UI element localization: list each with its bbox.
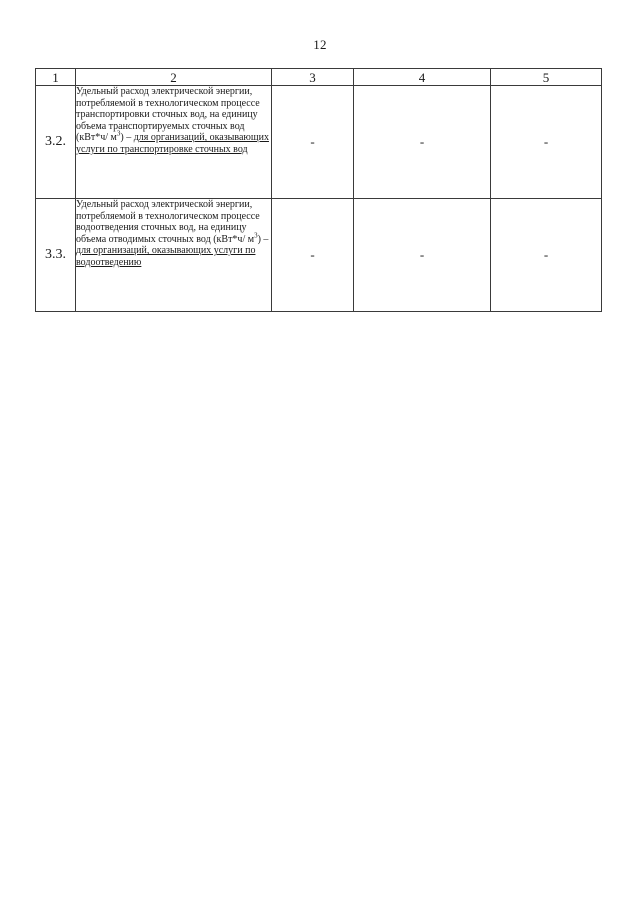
description-connector: ) – [257,233,269,245]
description-text: Удельный расход электрической энергии, потребляемой в технологическом процессе транспортировки сточных вод, на единицу объема транспортируемых сточных вод (кВт*ч/ м [76,86,260,144]
table-body [36,86,602,312]
row-description [76,199,272,312]
header-col-3: 3 [272,69,354,86]
row-value-col-5: - [491,199,602,312]
row-value-col-4: - [354,86,491,199]
page-number: 12 [313,37,327,52]
header-col-5: 5 [491,69,602,86]
row-number: 3.2. [36,86,76,199]
header-col-2: 2 [76,69,272,86]
row-number: 3.3. [36,199,76,312]
table-header [36,69,602,86]
table-row [36,86,602,199]
row-value-col-3: - [272,199,354,312]
description-text: Удельный расход электрической энергии, потребляемой в технологическом процессе водоотведения сточных вод, на единицу объема отводимых сточных вод (кВт*ч/ м [76,199,260,245]
header-row [36,69,602,86]
table-row [36,199,602,312]
description-underlined: для организаций, оказывающих услуги по транспортировке сточных вод [76,132,269,155]
description-connector: ) – [120,132,134,144]
unit-superscript: 3 [254,231,258,240]
indicators-table [35,68,602,312]
header-col-1: 1 [36,69,76,86]
header-col-4: 4 [354,69,491,86]
description-underlined: для организаций, оказывающих услуги по водоотведению [76,245,256,268]
row-description [76,86,272,199]
unit-superscript: 3 [116,130,121,139]
row-value-col-4: - [354,199,491,312]
row-value-col-3: - [272,86,354,199]
row-value-col-5: - [491,86,602,199]
